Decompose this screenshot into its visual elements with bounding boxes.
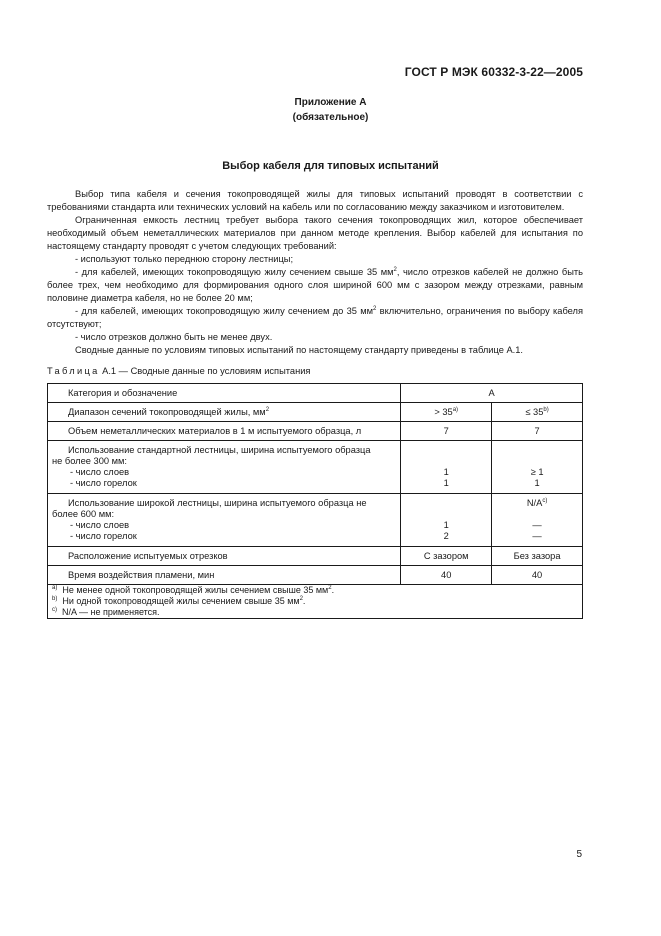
cell-text: не более 300 мм: — [52, 456, 127, 466]
paragraph: Ограниченная емкость лестниц требует выбора такого сечения токопроводящих жил, которое обеспечивает необходимый объем неметаллических материалов при данном методе крепления. Выбор кабелей для испытания по настоящему стандарту проводят с учетом следующих требований: — [47, 215, 583, 251]
table-footnotes — [48, 585, 583, 619]
table-header-cell: А — [401, 384, 583, 403]
annex-heading — [0, 95, 661, 125]
cell-text: ≤ 35 — [525, 406, 544, 417]
table-cell — [401, 494, 492, 547]
table-row — [48, 403, 583, 422]
table-row — [48, 494, 583, 547]
cell-text: ≥ 1 — [530, 467, 544, 477]
cell-text: - число горелок — [70, 478, 137, 488]
annex-title: Приложение А — [294, 97, 367, 108]
footnote-text: Ни одной токопроводящей жилы сечением свыше 35 мм — [62, 596, 300, 606]
cell-text: — — [532, 520, 542, 530]
footnote-end: . — [302, 596, 306, 606]
table-cell — [401, 403, 492, 422]
document-header: ГОСТ Р МЭК 60332-3-22—2005 — [404, 65, 583, 79]
footnote-ref: а) — [452, 406, 459, 413]
superscript: 2 — [299, 596, 303, 602]
table-cell — [48, 494, 401, 547]
list-item-text: , число отрезков кабелей не должно быть более трех, чем необходимо для формирования одного слоя шириной 600 мм с зазором между отрезками, равным половине диаметра кабеля, но не более 20 мм; — [47, 267, 583, 303]
cell-text: 1 — [443, 467, 449, 477]
table-cell: Объем неметаллических материалов в 1 м испытуемого образца, л — [48, 422, 401, 441]
table-cell: Время воздействия пламени, мин — [48, 566, 401, 585]
body-text — [47, 188, 583, 357]
section-title: Выбор кабеля для типовых испытаний — [222, 160, 439, 172]
footnote-ref: с) — [542, 498, 548, 504]
footnote-text: N/A — не применяется. — [62, 607, 160, 617]
cell-text: - число слоев — [70, 467, 130, 477]
cell-text: Использование широкой лестницы, ширина испытуемого образца не — [68, 498, 367, 508]
cell-text: - число горелок — [70, 531, 137, 541]
table-row — [48, 566, 583, 585]
table-cell: С зазором — [401, 547, 492, 566]
table-caption-label: Таблица — [47, 366, 100, 376]
table-cell: 7 — [401, 422, 492, 441]
footnote-ref: b) — [543, 406, 549, 413]
table-footnotes-row — [48, 585, 583, 619]
table-cell — [492, 441, 583, 494]
spacer — [496, 509, 578, 520]
footnote — [52, 607, 578, 618]
list-item-text: - для кабелей, имеющих токопроводящую жилу сечением свыше 35 мм — [75, 267, 394, 277]
footnote — [52, 585, 578, 596]
superscript: 2 — [328, 585, 332, 591]
table-cell: Без зазора — [492, 547, 583, 566]
cell-text: 1 — [534, 478, 540, 488]
cell-text: — — [532, 531, 542, 541]
table-caption — [47, 366, 310, 376]
superscript: 2 — [393, 267, 397, 273]
cell-text: > 35 — [434, 406, 453, 417]
paragraph: Выбор типа кабеля и сечения токопроводящей жилы для типовых испытаний проводят в соответствии с требованиями стандарта или технических условий на кабель или по согласованию между заказчиком и изготовителем. — [47, 189, 583, 212]
cell-text: Диапазон сечений токопроводящей жилы, мм — [68, 406, 266, 417]
cell-text: 1 — [443, 520, 449, 530]
footnote-text: Не менее одной токопроводящей жилы сечением свыше 35 мм — [62, 585, 329, 595]
list-item-text: - для кабелей, имеющих токопроводящую жилу сечением до 35 мм — [75, 306, 374, 316]
table-row — [48, 422, 583, 441]
superscript: 2 — [265, 406, 270, 413]
table-cell — [401, 441, 492, 494]
table-cell — [48, 403, 401, 422]
cell-text: Использование стандартной лестницы, ширина испытуемого образца — [68, 445, 371, 455]
list-item-text: включительно, ограничения по выбору кабеля отсутствуют; — [47, 306, 583, 329]
list-item: - используют только переднюю сторону лестницы; — [75, 254, 294, 264]
footnote-mark: с) — [52, 607, 57, 613]
table-cell: Расположение испытуемых отрезков — [48, 547, 401, 566]
cell-text: - число слоев — [70, 520, 130, 530]
list-item — [47, 266, 583, 305]
table-row — [48, 441, 583, 494]
table-row — [48, 547, 583, 566]
page-number: 5 — [576, 849, 582, 860]
superscript: 2 — [373, 306, 377, 312]
table-cell — [492, 494, 583, 547]
paragraph: Сводные данные по условиям типовых испытаний по настоящему стандарту приведены в таблице А.1. — [75, 345, 524, 355]
table-cell — [492, 403, 583, 422]
test-conditions-table — [47, 383, 583, 619]
table-cell: 40 — [401, 566, 492, 585]
table-cell: 7 — [492, 422, 583, 441]
footnote-mark: b) — [52, 596, 58, 602]
cell-text: более 600 мм: — [52, 509, 115, 519]
list-item: - число отрезков должно быть не менее двух. — [75, 332, 273, 342]
cell-text: 1 — [443, 478, 449, 488]
table-cell — [48, 441, 401, 494]
footnote-mark: а) — [52, 585, 58, 591]
table-header-cell: Категория и обозначение — [48, 384, 401, 403]
footnote-end: . — [331, 585, 335, 595]
annex-status: (обязательное) — [292, 112, 369, 123]
cell-text: N/A — [526, 498, 543, 508]
table-header-row — [48, 384, 583, 403]
list-item — [47, 305, 583, 331]
cell-text — [496, 498, 578, 509]
table-caption-text: А.1 — Сводные данные по условиям испытания — [99, 366, 311, 376]
table-cell: 40 — [492, 566, 583, 585]
footnote — [52, 596, 578, 607]
cell-text: 2 — [443, 531, 449, 541]
